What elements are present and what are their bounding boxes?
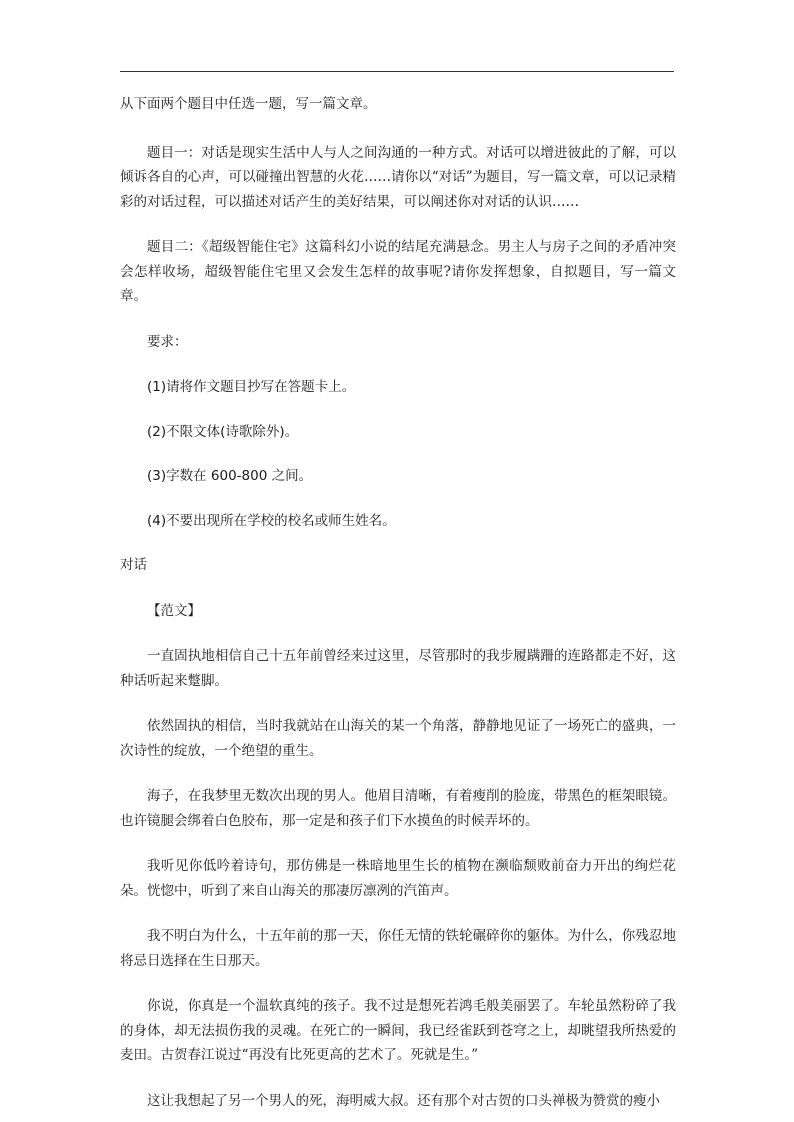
requirement-item: (2)不限文体(诗歌除外)。 bbox=[147, 423, 299, 440]
essay-paragraph: 我听见你低吟着诗句，那仿佛是一株暗地里生长的植物在濒临颓败前奋力开出的绚烂花朵。恍惚中，听到了来自山海关的那凄厉凛冽的汽笛声。 bbox=[120, 858, 676, 899]
essay-paragraph: 海子，在我梦里无数次出现的男人。他眉目清晰，有着瘦削的脸庞，带黑色的框架眼镜。也许镜腿会绑着白色胶布，那一定是和孩子们下水摸鱼的时候弄坏的。 bbox=[120, 788, 676, 829]
requirement-item: (1)请将作文题目抄写在答题卡上。 bbox=[147, 379, 356, 395]
essay-paragraph: 你说，你真是一个温软真纯的孩子。我不过是想死若鸿毛般美丽罢了。车轮虽然粉碎了我的身体，却无法损伤我的灵魂。在死亡的一瞬间，我已经雀跃到苍穹之上，却眺望我所热爱的麦田。古贺春江说过“再没有比死更高的艺术了。死就是生。” bbox=[120, 998, 676, 1063]
document-body bbox=[120, 92, 676, 1113]
requirement-item: (4)不要出现所在学校的校名或师生姓名。 bbox=[147, 512, 396, 529]
essay-paragraph: 依然固执的相信，当时我就站在山海关的某一个角落，静静地见证了一场死亡的盛典，一次诗性的绽放，一个绝望的重生。 bbox=[120, 718, 676, 759]
header-rule bbox=[120, 71, 674, 72]
sample-label: 【范文】 bbox=[147, 602, 201, 619]
essay-title: 对话 bbox=[120, 557, 147, 573]
requirements-label: 要求： bbox=[147, 333, 188, 350]
instruction-text: 从下面两个题目中任选一题，写一篇文章。 bbox=[120, 96, 377, 112]
essay-paragraph: 我不明白为什么，十五年前的那一天，你任无情的铁轮碾碎你的躯体。为什么，你残忍地将忌日选择在生日那天。 bbox=[120, 928, 676, 969]
essay-paragraph: 这让我想起了另一个男人的死，海明威大叔。还有那个对古贺的口头禅极为赞赏的瘦小 bbox=[147, 1092, 660, 1109]
requirement-item: (3)字数在 600-800 之间。 bbox=[147, 468, 313, 484]
topic-one: 题目一：对话是现实生活中人与人之间沟通的一种方式。对话可以增进彼此的了解，可以倾诉各自的心声，可以碰撞出智慧的火花……请你以“对话”为题目，写一篇文章，可以记录精彩的对话过程，可以描述对话产生的美好结果，可以阐述你对对话的认识…… bbox=[120, 144, 676, 210]
topic-two: 题目二：《超级智能住宅》这篇科幻小说的结尾充满悬念。男主人与房子之间的矛盾冲突会怎样收场，超级智能住宅里又会发生怎样的故事呢?请你发挥想象，自拟题目，写一篇文章。 bbox=[120, 239, 676, 304]
essay-paragraph: 一直固执地相信自己十五年前曾经来过这里，尽管那时的我步履蹒跚的连路都走不好，这种话听起来蹩脚。 bbox=[120, 648, 676, 689]
